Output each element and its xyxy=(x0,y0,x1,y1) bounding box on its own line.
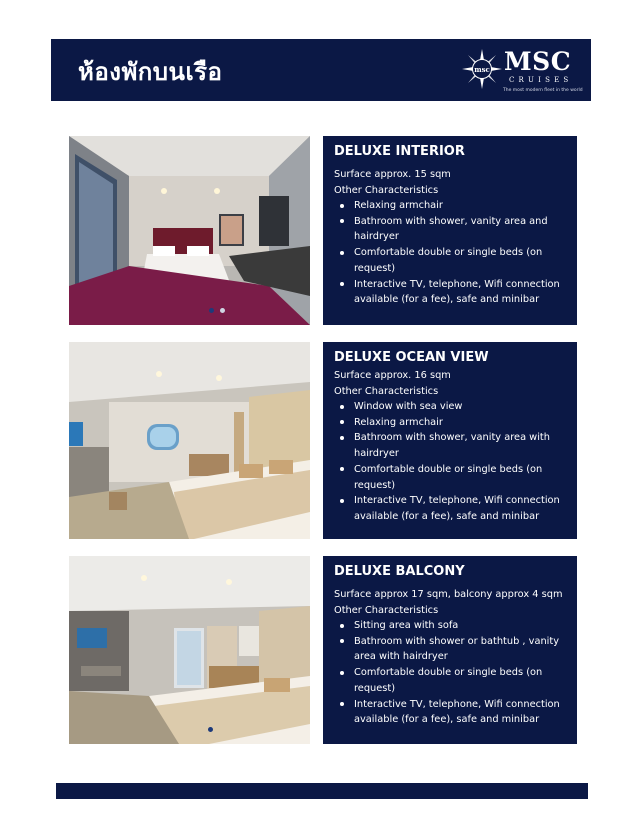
room-info-panel xyxy=(323,136,577,325)
room-feature: Relaxing armchair xyxy=(334,415,569,431)
room-photo-balcony xyxy=(69,556,310,744)
page-title: ห้องพักบนเรือ xyxy=(78,58,223,86)
room-feature: Bathroom with shower or bathtub , vanity area with hairdryer xyxy=(334,634,569,665)
room-feature-list xyxy=(334,198,569,308)
room-feature: Comfortable double or single beds (on request) xyxy=(334,245,569,276)
room-feature: Interactive TV, telephone, Wifi connection available (for a fee), safe and minibar xyxy=(334,277,569,308)
room-title: DELUXE INTERIOR xyxy=(334,144,465,159)
room-feature: Comfortable double or single beds (on request) xyxy=(334,462,569,493)
room-photo-ocean-view xyxy=(69,342,310,539)
carousel-dot-active[interactable] xyxy=(209,308,214,313)
room-other-label: Other Characteristics xyxy=(334,385,439,397)
footer-bar xyxy=(56,783,588,799)
compass-rose-icon xyxy=(461,48,503,90)
room-info-panel xyxy=(323,556,577,744)
room-feature: Comfortable double or single beds (on request) xyxy=(334,665,569,696)
carousel-dot[interactable] xyxy=(220,308,225,313)
room-feature: Sitting area with sofa xyxy=(334,618,569,634)
room-surface: Surface approx. 16 sqm xyxy=(334,370,451,381)
msc-cruises-logo xyxy=(461,45,586,97)
room-feature: Bathroom with shower, vanity area with hairdryer xyxy=(334,430,569,461)
logo-emblem-text: msc xyxy=(474,65,490,74)
room-feature: Interactive TV, telephone, Wifi connection available (for a fee), safe and minibar xyxy=(334,697,569,728)
room-feature: Interactive TV, telephone, Wifi connection available (for a fee), safe and minibar xyxy=(334,493,569,524)
room-feature-list xyxy=(334,618,569,728)
logo-sub: CRUISES xyxy=(509,76,573,84)
logo-brand: MSC xyxy=(504,47,572,76)
carousel-dot-active[interactable] xyxy=(208,727,213,732)
room-feature-list xyxy=(334,399,569,525)
room-surface: Surface approx 17 sqm, balcony approx 4 sqm xyxy=(334,589,563,600)
room-other-label: Other Characteristics xyxy=(334,184,439,196)
logo-tagline: The most modern fleet in the world xyxy=(503,88,583,93)
room-title: DELUXE OCEAN VIEW xyxy=(334,350,489,365)
room-title: DELUXE BALCONY xyxy=(334,564,465,579)
room-info-panel xyxy=(323,342,577,539)
room-photo-interior xyxy=(69,136,310,325)
room-feature: Window with sea view xyxy=(334,399,569,415)
room-other-label: Other Characteristics xyxy=(334,604,439,616)
room-surface: Surface approx. 15 sqm xyxy=(334,169,451,180)
room-feature: Relaxing armchair xyxy=(334,198,569,214)
page-header xyxy=(51,39,591,101)
room-feature: Bathroom with shower, vanity area and hairdryer xyxy=(334,214,569,245)
